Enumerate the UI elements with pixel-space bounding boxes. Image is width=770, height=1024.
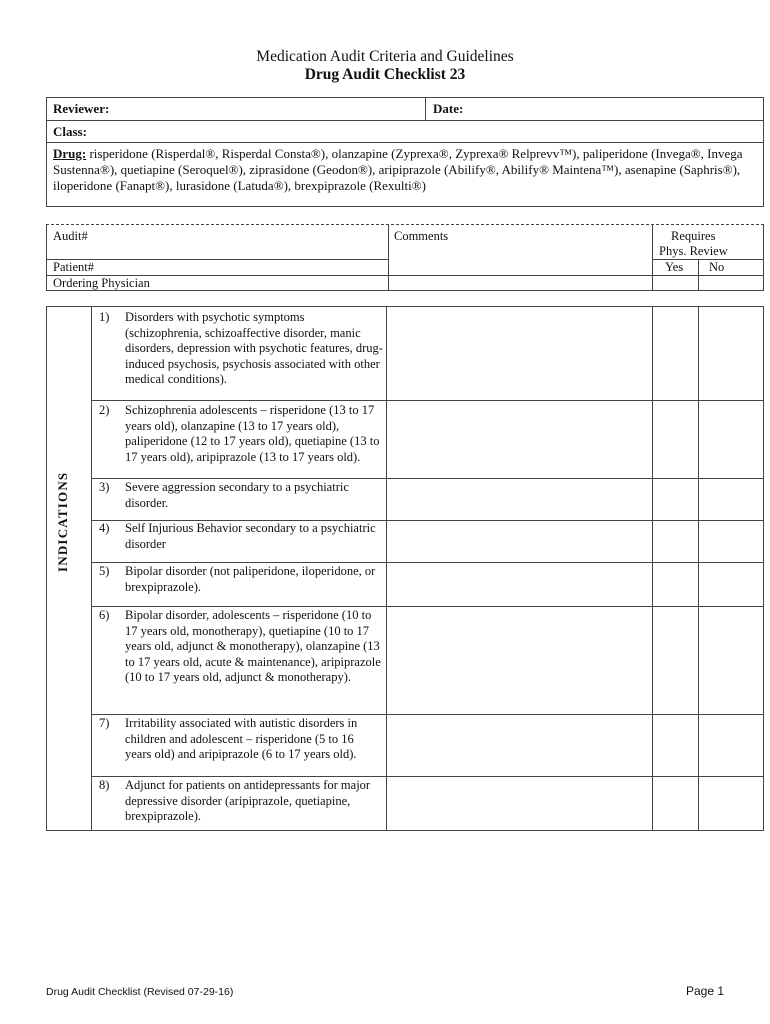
drug-label: Drug: xyxy=(53,146,87,161)
requires-label: Requires xyxy=(671,229,716,243)
comments-label: Comments xyxy=(394,229,449,243)
indication-number: 5) xyxy=(99,564,110,578)
audit-table xyxy=(46,224,764,291)
reviewer-date-divider xyxy=(425,98,426,120)
row-divider xyxy=(91,562,764,563)
info-box xyxy=(46,97,764,207)
indications-table xyxy=(46,306,764,831)
row-divider-patient xyxy=(47,259,388,260)
page-number: Page 1 xyxy=(686,984,725,998)
indication-number: 8) xyxy=(99,778,110,792)
reviewer-date-row xyxy=(47,98,763,121)
checklist-title: Drug Audit Checklist 23 xyxy=(304,66,466,83)
row-divider xyxy=(91,714,764,715)
phys-review-label: Phys. Review xyxy=(659,244,728,258)
indication-number: 3) xyxy=(99,480,110,494)
class-label: Class: xyxy=(53,124,87,139)
indication-number: 2) xyxy=(99,403,110,417)
col-divider-comments xyxy=(388,225,389,291)
col-divider-comments xyxy=(386,307,387,831)
no-label: No xyxy=(709,260,725,274)
indication-number: 6) xyxy=(99,608,110,622)
audit-number-label: Audit# xyxy=(53,229,88,243)
indication-number: 7) xyxy=(99,716,110,730)
class-row xyxy=(47,121,763,143)
document-title: Medication Audit Criteria and Guidelines xyxy=(256,48,514,65)
yes-label: Yes xyxy=(665,260,684,274)
row-divider xyxy=(91,400,764,401)
drug-text: risperidone (Risperdal®, Risperdal Consta®), olanzapine (Zyprexa®, Zyprexa® Relprevv™), paliperidone (Invega®, Invega Sustenna®), quetiapine (Seroquel®), ziprasidone (Geodon®), aripiprazole (Abilify®, Abilify® Maintena™), asenapine (Saphris®), iloperidone (Fanapt®), lurasidone (Latuda®), brexpiprazole (Rexulti®) xyxy=(53,146,743,193)
ordering-physician-label: Ordering Physician xyxy=(53,276,150,290)
drug-list xyxy=(53,146,755,194)
indication-text: Severe aggression secondary to a psychiatric disorder. xyxy=(125,480,349,510)
indication-text: Bipolar disorder (not paliperidone, iloperidone, or brexpiprazole). xyxy=(125,564,376,594)
col-divider-label xyxy=(91,307,92,831)
col-divider-review xyxy=(652,225,653,291)
indication-text: Schizophrenia adolescents – risperidone (13 to 17 years old), olanzapine (13 to 17 years old), paliperidone (12 to 17 years old), quetiapine (13 to 17 years old), aripiprazole (13 to 17 years old). xyxy=(125,403,380,464)
row-divider xyxy=(91,478,764,479)
indication-text: Disorders with psychotic symptoms (schizophrenia, schizoaffective disorder, manic disorders, depression with psychotic features, drug-induced psychosis, psychosis associated with other medical conditions). xyxy=(125,310,383,386)
reviewer-label: Reviewer: xyxy=(53,101,110,116)
indication-text: Adjunct for patients on antidepressants for major depressive disorder (aripiprazole, quetiapine, brexpiprazole). xyxy=(125,778,371,823)
indications-side-label: INDICATIONS xyxy=(55,471,70,572)
col-divider-no xyxy=(698,307,699,831)
row-divider-physician xyxy=(47,275,764,276)
indication-text: Bipolar disorder, adolescents – risperidone (10 to 17 years old, monotherapy), quetiapine (10 to 17 years old, adjunct & monotherapy), olanzapine (13 to 17 years old, acute & maintenance), aripiprazole (10 to 17 years old, adjunct & monotherapy). xyxy=(125,608,381,684)
indication-text: Self Injurious Behavior secondary to a psychiatric disorder xyxy=(125,521,376,551)
footer-revision: Drug Audit Checklist (Revised 07-29-16) xyxy=(46,986,234,998)
col-divider-yes xyxy=(652,307,653,831)
indication-text: Irritability associated with autistic disorders in children and adolescent – risperidone (5 to 16 years old) and aripiprazole (6 to 17 years old). xyxy=(125,716,358,761)
date-label: Date: xyxy=(433,101,464,116)
patient-number-label: Patient# xyxy=(53,260,94,274)
row-divider xyxy=(91,606,764,607)
indication-number: 4) xyxy=(99,521,110,535)
indication-number: 1) xyxy=(99,310,110,324)
row-divider xyxy=(91,776,764,777)
